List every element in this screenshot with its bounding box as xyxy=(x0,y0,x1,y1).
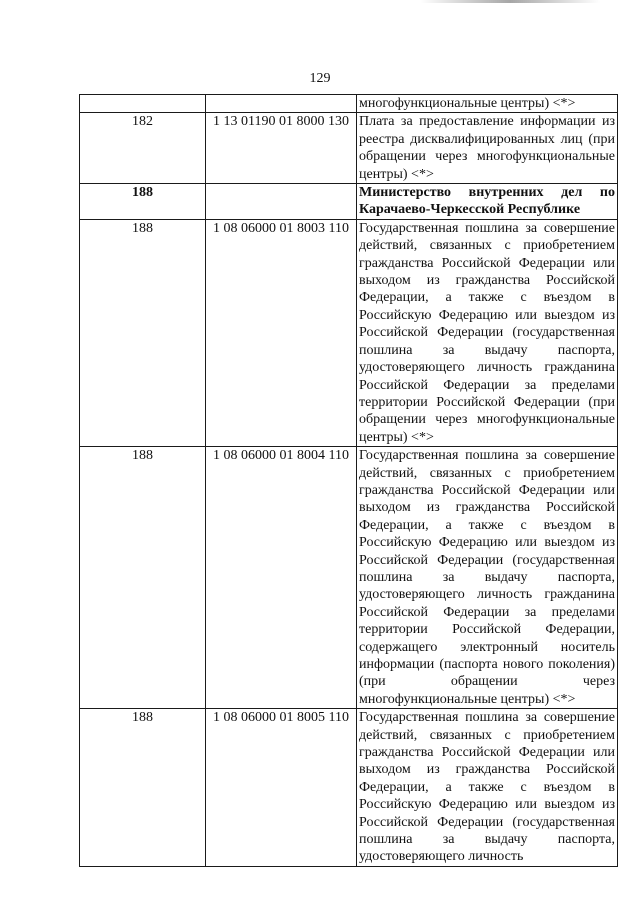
table-row xyxy=(80,709,618,867)
description-cell xyxy=(357,709,618,867)
table-row xyxy=(80,447,618,709)
table-row xyxy=(80,219,618,446)
description-text: Государственная пошлина за совершение действий, связанных с приобретением гражданства Российской Федерации или выходом из гражданства Российской Федерации, а также с въездом в Российскую Федерацию или выездом из Российской Федерации (государственная пошлина за выдачу паспорта, удостоверяющего личность гражданина Российской Федерации за пределами территории Российской Федерации (при обращении через многофункциональные центры) <*> xyxy=(359,220,615,445)
ministry-name-text: Министерство внутренних дел по Карачаево-Черкесской Республике xyxy=(359,185,615,218)
description-cell xyxy=(357,447,618,709)
table-row-ministry-header xyxy=(80,184,618,220)
description-cell xyxy=(357,219,618,446)
scan-artifact xyxy=(420,0,600,3)
description-cell xyxy=(357,95,618,113)
admin-code-cell: 182 xyxy=(80,113,206,184)
budget-code-cell: 1 13 01190 01 8000 130 xyxy=(206,113,357,184)
ministry-name-cell xyxy=(357,184,618,220)
admin-code-cell: 188 xyxy=(80,184,206,220)
description-cell xyxy=(357,113,618,184)
admin-code-cell: 188 xyxy=(80,219,206,446)
budget-code-cell: 1 08 06000 01 8003 110 xyxy=(206,219,357,446)
budget-code-cell: 1 08 06000 01 8004 110 xyxy=(206,447,357,709)
admin-code-cell: 188 xyxy=(80,447,206,709)
description-text: Плата за предоставление информации из реестра дисквалифицированных лиц (при обращении через многофункциональные центры) <*> xyxy=(359,114,615,182)
description-text: Государственная пошлина за совершение действий, связанных с приобретением гражданства Российской Федерации или выходом из гражданства Российской Федерации, а также с въездом в Российскую Федерацию или выездом из Российской Федерации (государственная пошлина за выдачу паспорта, удостоверяющего личность гражданина Российской Федерации за пределами территории Российской Федерации, содержащего электронный носитель информации (паспорта нового поколения) (при обращении через многофункциональные центры) <*> xyxy=(359,448,615,707)
budget-code-cell xyxy=(206,184,357,220)
description-text: многофункциональные центры) <*> xyxy=(359,96,576,111)
budget-code-table xyxy=(79,94,618,867)
page-number: 129 xyxy=(309,71,331,86)
budget-code-cell: 1 08 06000 01 8005 110 xyxy=(206,709,357,867)
budget-code-cell xyxy=(206,95,357,113)
description-text: Государственная пошлина за совершение действий, связанных с приобретением гражданства Российской Федерации или выходом из гражданства Российской Федерации, а также с въездом в Российскую Федерацию или выездом из Российской Федерации (государственная пошлина за выдачу паспорта, удостоверяющего личность xyxy=(359,710,615,865)
admin-code-cell: 188 xyxy=(80,709,206,867)
table-row xyxy=(80,113,618,184)
admin-code-cell xyxy=(80,95,206,113)
table-row xyxy=(80,95,618,113)
